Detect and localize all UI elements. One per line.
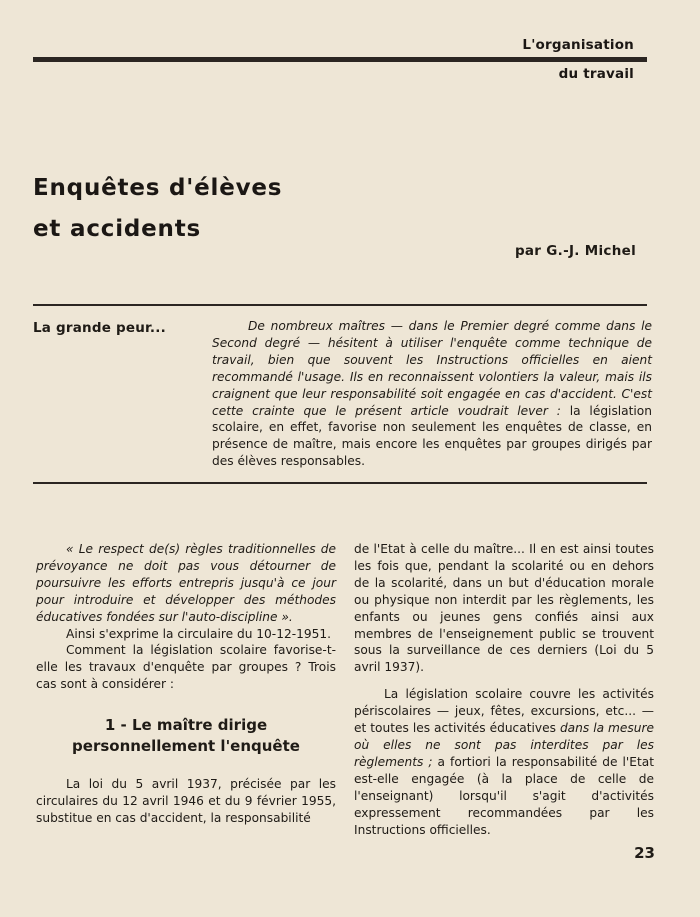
left-paragraph-2: Comment la législation scolaire favorise-t-elle les travaux d'enquête par groupes ? Trois cas sont à considérer : [36,643,336,692]
intro-top-divider [33,304,647,306]
byline: par G.-J. Michel [514,243,636,259]
right-column [354,541,654,838]
subheading-line2: personnellement l'enquête [72,737,300,756]
subheading-line1: 1 - Le maître dirige [104,716,268,735]
opening-quote [36,541,336,626]
left-paragraph-1: Ainsi s'exprime la circulaire du 10-12-1951. [66,626,332,641]
section-subheading [36,715,336,757]
section-heading-line2: du travail [558,66,634,82]
article-title [33,168,282,250]
left-paragraph-3: La loi du 5 avril 1937, précisée par les circulaires du 12 avril 1946 et du 9 février 1955, substitue en cas d'accident, la responsabilité [36,777,336,825]
right-paragraph-2-start: La législation scolaire couvre les activités périscolaires — jeux, fêtes, excursions, etc... — et toutes les activités éducatives [354,687,654,736]
intro-plain-text: la législation scolaire, en effet, favorise non seulement les enquêtes de classe, en présence de maître, mais encore les enquêtes par groupes dirigés par des élèves responsables. [212,403,652,469]
opening-quote-text: « Le respect de(s) règles traditionnelles de prévoyance ne doit pas vous détourner de poursuivre les efforts entrepris jusqu'à ce jour pour introduire et développer des méthodes éducatives fondées sur l'auto-discipline ». [36,542,336,624]
article-title-line2: et accidents [33,216,201,242]
right-paragraph-1: de l'Etat à celle du maître... Il en est ainsi toutes les fois que, pendant la scolarité ou en dehors de la scolarité, dans un but d'éducation morale ou physique non interdit par les règlements, les enfants ou jeunes gens confiés ainsi aux membres de l'enseignement public se trouvent sous la surveillance de ces derniers (Loi du 5 avril 1937). [354,542,654,675]
intro-label: La grande peur... [33,320,166,336]
article-title-line1: Enquêtes d'élèves [33,175,283,201]
intro-paragraph [212,318,652,470]
top-divider [33,57,647,62]
intro-italic-text: De nombreux maîtres — dans le Premier degré comme dans le Second degré — hésitent à utiliser l'enquête comme technique de travail, bien que souvent les Instructions officielles en aient recommandé l'usage. Ils en reconnaissent volontiers la valeur, mais ils craignent que leur responsabilité soit engagée en cas d'accident. C'est cette crainte que le présent article voudrait lever : [212,319,652,418]
intro-bottom-divider [33,482,647,484]
right-paragraph-2 [354,686,654,838]
right-paragraph-2-end: a fortiori la responsabilité de l'Etat est-elle engagée (à la place de celle de l'enseignant) lorsqu'il s'agit d'activités expressement recommandées par les Instructions officielles. [354,754,654,837]
page-number: 23 [634,844,655,862]
left-column [36,541,336,827]
right-paragraph-2-italic: dans la mesure où elles ne sont pas interdites par les règlements ; [354,721,654,769]
section-heading-line1: L'organisation [522,37,634,53]
